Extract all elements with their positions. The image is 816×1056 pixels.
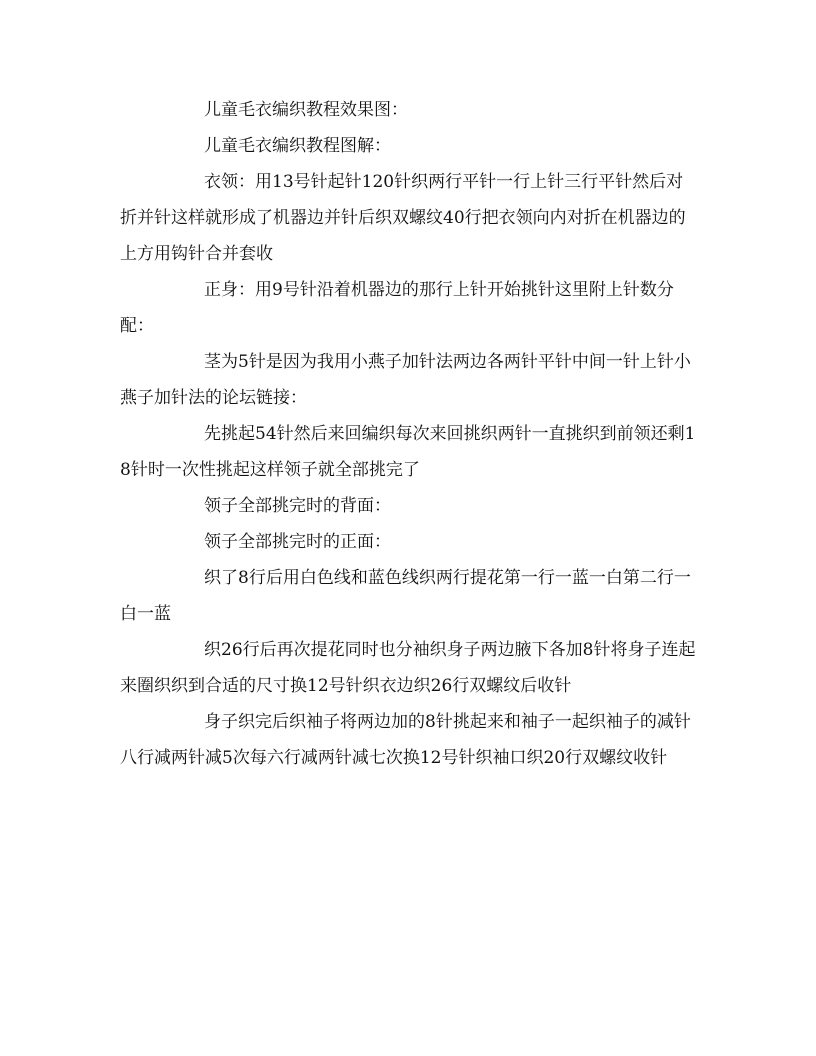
paragraph-collar-front: 领子全部挑完时的正面： [204,532,391,552]
document-body [120,92,696,776]
paragraph-stem: 茎为5针是因为我用小燕子加针法两边各两针平针中间一针上针小燕子加针法的论坛链接： [120,352,691,408]
paragraph-diagram-title: 儿童毛衣编织教程图解： [204,136,391,156]
paragraph-sleeves-split: 织26行后再次提花同时也分袖织身子两边腋下各加8针将身子连起来圈织织到合适的尺寸换12号针织衣边织26行双螺纹后收针 [120,640,696,696]
paragraph-effect-title: 儿童毛衣编织教程效果图： [204,100,408,120]
paragraph-jacquard: 织了8行后用白色线和蓝色线织两行提花第一行一蓝一白第二行一白一蓝 [120,568,691,624]
paragraph-collar-back: 领子全部挑完时的背面： [204,496,391,516]
paragraph-sleeves: 身子织完后织袖子将两边加的8针挑起来和袖子一起织袖子的减针八行减两针减5次每六行减两针减七次换12号针织袖口织20行双螺纹收针 [120,712,691,768]
paragraph-collar: 衣领：用13号针起针120针织两行平针一行上针三行平针然后对折并针这样就形成了机器边并针后织双螺纹40行把衣领向内对折在机器边的上方用钩针合并套收 [120,172,686,264]
paragraph-body: 正身：用9号针沿着机器边的那行上针开始挑针这里附上针数分配： [120,280,674,336]
paragraph-pickup: 先挑起54针然后来回编织每次来回挑织两针一直挑织到前领还剩18针时一次性挑起这样领子就全部挑完了 [120,424,696,480]
